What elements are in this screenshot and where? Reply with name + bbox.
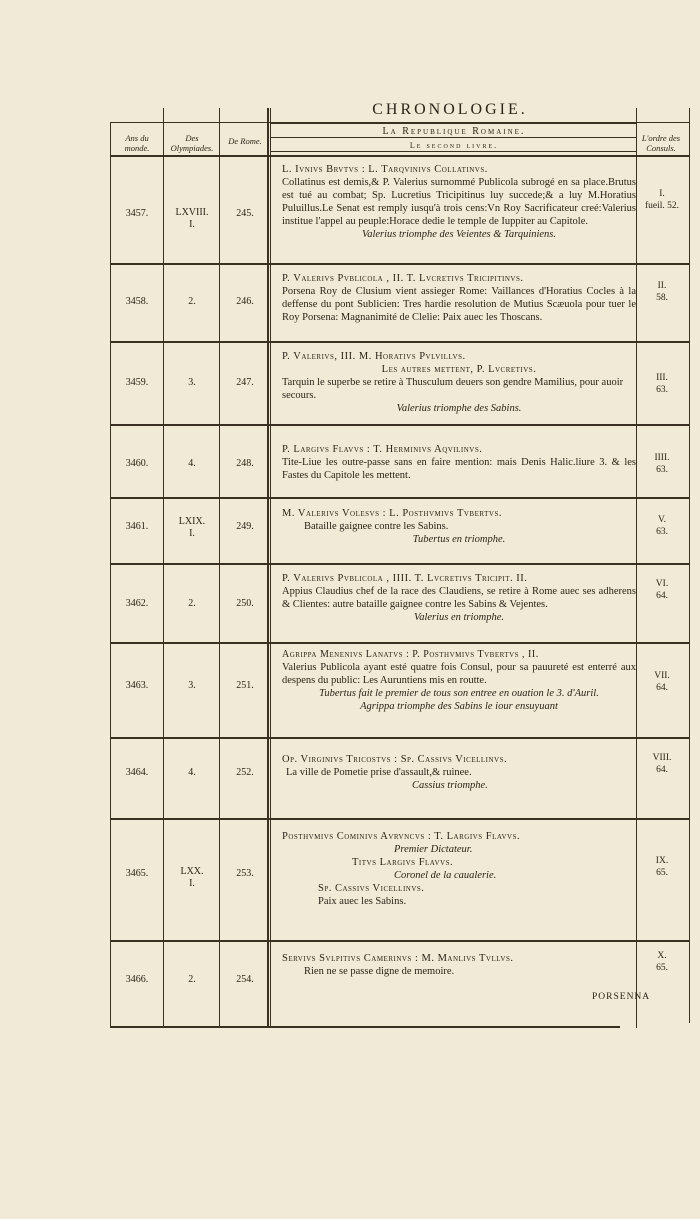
consul-number: I. xyxy=(659,189,665,199)
consul-names: Agrippa Menenivs Lanatvs : P. Posthvmivs Tvbertvs , II. xyxy=(282,649,539,660)
olympiad-cell: 3. xyxy=(188,377,196,388)
consul-order-cell xyxy=(640,670,684,694)
consul-page: 65. xyxy=(656,868,668,878)
consul-entry xyxy=(282,952,636,978)
rome-year-cell: 247. xyxy=(236,377,254,388)
entry-text: Porsena Roy de Clusium vient assieger Rome: Vaillances d'Horatius Cocles à la deffense du pont Sublicien: Tres hardie resolution de Mutius Scæuola pour tuer le Roy Porsena: Magnanimité de Clelie: Paix auec les Thoscans. xyxy=(282,286,636,323)
row-rule xyxy=(110,818,690,820)
consul-names: Op. Virginivs Tricostvs : Sp. Cassivs Vicellinvs. xyxy=(282,754,508,765)
olympiad-year: I. xyxy=(189,528,195,539)
row-rule xyxy=(110,424,690,426)
consul-names: Servivs Svlpitivs Camerinvs : M. Manlivs Tvllvs. xyxy=(282,953,514,964)
col-rule xyxy=(270,108,271,1028)
consul-names: P. Valerivs Pvblicola , IIII. T. Lvcretivs Tricipit. II. xyxy=(282,573,528,584)
year-cell: 3463. xyxy=(125,680,149,691)
year-cell: 3464. xyxy=(125,767,149,778)
consul-order-cell xyxy=(640,950,684,974)
rome-year-cell: 246. xyxy=(236,296,254,307)
consul-order-cell xyxy=(640,578,684,602)
consul-order-cell xyxy=(640,514,684,538)
consul-number: VII. xyxy=(654,671,670,681)
entry-text: Tite-Liue les outre-passe sans en faire mention: mais Denis Halic.liure 3. & les Fastes du Capitole les mettent. xyxy=(282,457,636,481)
entry-text: Collatinus est demis,& P. Valerius surnommé Publicola subrogé en sa place.Brutus est tué au combat; Sp. Lucretius Tricipitinus luy succede;& a luy M.Horatius Puluillus.Le Senat est remply iusqu'à trois cens:Vn Roy Sacrificateur creé:Valerius institue l'appel au peuple:Horace dedie le temple de Iuppiter au Capitole. xyxy=(282,177,636,227)
consul-names: Posthvmivs Cominivs Avrvncvs : T. Largivs Flavvs. xyxy=(282,831,521,842)
olympiad-year: I. xyxy=(189,219,195,230)
consul-entry xyxy=(282,572,636,624)
consul-order-cell xyxy=(640,752,684,776)
consul-page: 65. xyxy=(656,963,668,973)
olympiad-year: I. xyxy=(189,878,195,889)
consul-entry xyxy=(282,272,636,324)
row-rule xyxy=(110,341,690,343)
year-cell: 3465. xyxy=(125,868,149,879)
consul-order-cell xyxy=(640,372,684,396)
col-rule xyxy=(689,108,690,1023)
consul-page: 63. xyxy=(656,527,668,537)
header-consuls: L'ordre des Consuls. xyxy=(641,133,681,153)
consul-entry xyxy=(282,350,636,415)
consul-number: X. xyxy=(657,951,667,961)
header-olympiads: Des Olympiades. xyxy=(170,133,214,153)
bottom-rule xyxy=(110,1026,620,1028)
triumph-note: Valerius triomphe des Sabins. xyxy=(396,403,522,414)
olympiad-number: LXX. xyxy=(180,866,204,877)
year-cell: 3462. xyxy=(125,598,149,609)
header-rome: De Rome. xyxy=(228,136,262,146)
consul-name-alt: Sp. Cassivs Vicellinvs. xyxy=(318,883,425,894)
consul-page: 64. xyxy=(656,591,668,601)
consul-page: 58. xyxy=(656,293,668,303)
olympiad-cell: 4. xyxy=(188,767,196,778)
row-rule xyxy=(110,563,690,565)
rome-year-cell: 251. xyxy=(236,680,254,691)
consul-order-cell xyxy=(640,280,684,304)
row-rule xyxy=(110,737,690,739)
col-rule xyxy=(219,108,220,1028)
triumph-note: Agrippa triomphe des Sabins le iour ensuyuant xyxy=(360,701,558,712)
triumph-note: Tubertus en triomphe. xyxy=(412,534,506,545)
consul-names: P. Valerivs Pvblicola , II. T. Lvcretivs Tricipitinvs. xyxy=(282,273,524,284)
olympiad-cell xyxy=(166,207,218,231)
page-title: CHRONOLOGIE. xyxy=(372,101,528,118)
consul-page: fueil. 52. xyxy=(644,201,680,211)
rome-year-cell: 250. xyxy=(236,598,254,609)
rome-year-cell: 252. xyxy=(236,767,254,778)
consul-number: III. xyxy=(656,373,668,383)
rome-year-cell: 245. xyxy=(236,208,254,219)
triumph-note: Valerius triomphe des Veientes & Tarquiniens. xyxy=(361,229,557,240)
year-cell: 3466. xyxy=(125,974,149,985)
consul-number: IIII. xyxy=(654,453,670,463)
col-rule xyxy=(110,122,111,1027)
rome-year-cell: 248. xyxy=(236,458,254,469)
consul-entry xyxy=(282,830,636,908)
consul-number: VI. xyxy=(655,579,669,589)
title-underline xyxy=(270,122,636,124)
rome-year-cell: 253. xyxy=(236,868,254,879)
entry-text: Tarquin le superbe se retire à Thusculum deuers son gendre Mamilius, pour auoir secours. xyxy=(282,377,624,401)
consul-page: 64. xyxy=(656,683,668,693)
olympiad-number: LXVIII. xyxy=(175,207,209,218)
dictator-title: Premier Dictateur. xyxy=(394,844,473,855)
year-cell: 3458. xyxy=(125,296,149,307)
olympiad-cell: 2. xyxy=(188,974,196,985)
entry-text: Valerius Publicola ayant esté quatre fois Consul, pour sa pauureté est enterré aux despens du public: Les Auruntiens mis en routte. xyxy=(282,662,636,686)
consul-page: 63. xyxy=(656,385,668,395)
consul-number: IX. xyxy=(655,856,669,866)
header-years: Ans du monde. xyxy=(124,133,150,153)
consul-entry xyxy=(282,507,636,546)
header-book: Le second livre. xyxy=(409,141,499,150)
consul-names: L. Ivnivs Brvtvs : L. Tarqvinivs Collatinvs. xyxy=(282,164,488,175)
rome-year-cell: 249. xyxy=(236,521,254,532)
consul-order-cell xyxy=(640,452,684,476)
catchword: PORSENNA xyxy=(592,992,651,1002)
header-rule xyxy=(270,137,636,138)
consul-order-cell xyxy=(640,855,684,879)
consul-names: M. Valerivs Volesvs : L. Posthvmivs Tvbertvs. xyxy=(282,508,502,519)
consul-names: P. Largivs Flavvs : T. Herminivs Aqvilinvs. xyxy=(282,444,483,455)
triumph-note: Cassius triomphe. xyxy=(412,780,488,791)
consul-page: 64. xyxy=(656,765,668,775)
consul-number: V. xyxy=(657,515,666,525)
entry-text: Paix auec les Sabins. xyxy=(318,896,407,907)
olympiad-cell xyxy=(166,516,218,540)
consul-entry xyxy=(282,753,636,792)
year-cell: 3461. xyxy=(125,521,149,532)
consul-number: VIII. xyxy=(652,753,672,763)
col-rule xyxy=(636,108,637,1028)
row-rule xyxy=(110,263,690,265)
consul-entry xyxy=(282,443,636,482)
entry-text: Appius Claudius chef de la race des Claudiens, se retire à Rome auec ses adherens & Clientes: autre bataille gaignee contre les Sabins & Vejentes. xyxy=(282,586,636,610)
year-cell: 3457. xyxy=(125,208,149,219)
consul-names: P. Valerivs, III. M. Horativs Pvlvillvs. xyxy=(282,351,466,362)
entry-text: Bataille gaignee contre les Sabins. xyxy=(304,521,449,532)
consul-entry xyxy=(282,163,636,241)
entry-text: La ville de Pometie prise d'assault,& ruinee. xyxy=(286,767,472,778)
consul-entry xyxy=(282,648,636,713)
olympiad-cell: 4. xyxy=(188,458,196,469)
olympiad-cell xyxy=(166,866,218,890)
col-rule xyxy=(267,108,269,1028)
consul-order-cell xyxy=(640,188,684,212)
rome-year-cell: 254. xyxy=(236,974,254,985)
entry-text: Rien ne se passe digne de memoire. xyxy=(304,966,455,977)
header-republic: La Republique Romaine. xyxy=(382,126,526,137)
consul-number: II. xyxy=(657,281,667,291)
olympiad-number: LXIX. xyxy=(178,516,206,527)
row-rule xyxy=(110,940,690,942)
olympiad-cell: 3. xyxy=(188,680,196,691)
triumph-note: Valerius en triomphe. xyxy=(413,612,505,623)
olympiad-cell: 2. xyxy=(188,296,196,307)
row-rule xyxy=(110,497,690,499)
year-cell: 3460. xyxy=(125,458,149,469)
col-rule xyxy=(163,108,164,1028)
ovation-note: Tubertus fait le premier de tous son entree en ouation le 3. d'Auril. xyxy=(319,688,599,699)
cavalry-master-name: Titvs Largivs Flavvs. xyxy=(352,857,454,868)
consul-page: 63. xyxy=(656,465,668,475)
olympiad-cell: 2. xyxy=(188,598,196,609)
row-rule xyxy=(110,642,690,644)
cavalry-title: Coronel de la caualerie. xyxy=(394,870,497,881)
year-cell: 3459. xyxy=(125,377,149,388)
alternate-names: Les autres mettent, P. Lvcretivs. xyxy=(381,364,537,375)
header-bottom-rule xyxy=(110,155,690,157)
header-rule-2 xyxy=(270,151,636,152)
